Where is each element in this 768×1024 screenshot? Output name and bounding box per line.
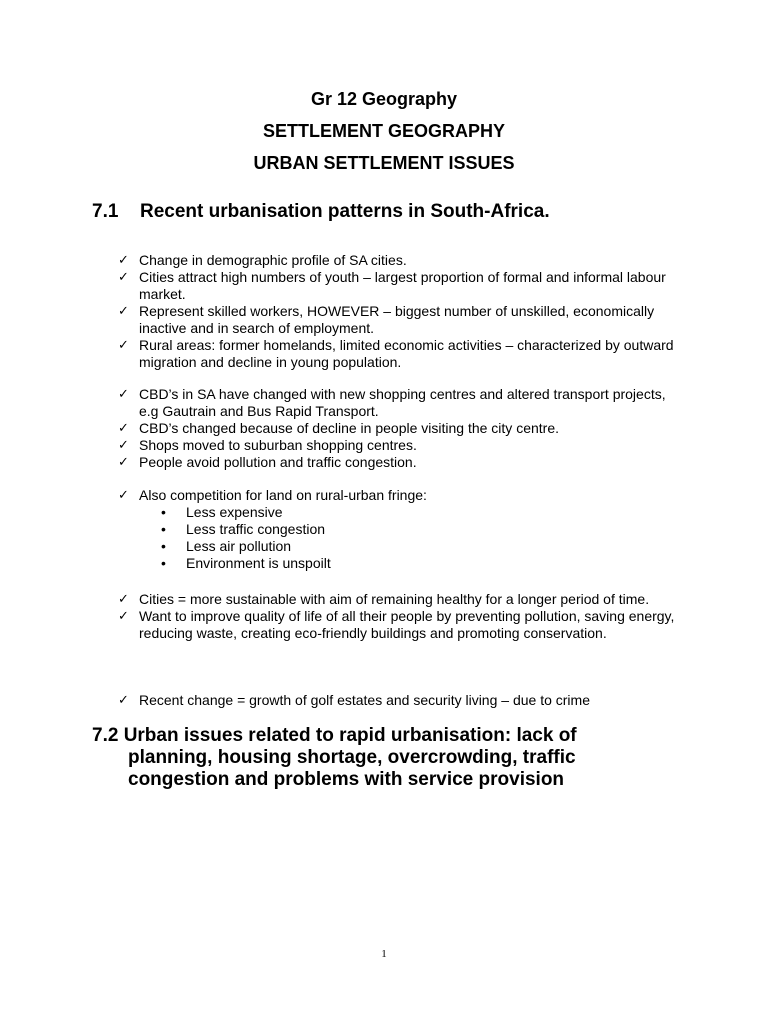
checklist-group-1 [118,252,688,371]
bullet-list [118,504,688,572]
checklist-group-4 [118,591,688,642]
check-item [118,692,688,709]
check-item-text: Represent skilled workers, HOWEVER – biggest number of unskilled, economically inactive and in search of employment. [139,303,655,336]
title-block [0,86,768,182]
bullet-item-text: Environment is unspoilt [186,555,331,571]
check-item-text: Rural areas: former homelands, limited economic activities – characterized by outward migration and decline in young population. [139,337,674,370]
bullet-item-text: Less expensive [186,504,283,520]
section-7-2-heading [92,725,672,791]
checkmark-icon: ✓ [118,488,129,503]
check-item [118,386,688,420]
checkmark-icon: ✓ [118,609,129,624]
bullet-item [118,555,688,572]
document-title: Gr 12 Geography [310,89,458,109]
bullet-item [118,538,688,555]
checkmark-icon: ✓ [118,387,129,402]
bullet-item-text: Less air pollution [186,538,292,554]
bullet-icon: • [161,504,166,520]
section-7-2-heading-line: congestion and problems with service provision [128,769,565,790]
check-item-text: Cities = more sustainable with aim of remaining healthy for a longer period of time. [139,591,650,607]
section-7-2-heading-line: 7.2 Urban issues related to rapid urbanisation: lack of [92,725,577,746]
check-item [118,337,688,371]
check-item-text: Cities attract high numbers of youth – largest proportion of formal and informal labour market. [139,269,666,302]
checkmark-icon: ✓ [118,455,129,470]
check-item [118,608,688,642]
check-item-text: People avoid pollution and traffic congestion. [139,454,417,470]
check-item [118,420,688,437]
checkmark-icon: ✓ [118,693,129,708]
bullet-item [118,504,688,521]
check-item [118,269,688,303]
checkmark-icon: ✓ [118,421,129,436]
section-7-2-heading-line: planning, housing shortage, overcrowding, traffic [128,747,576,768]
bullet-item-text: Less traffic congestion [186,521,326,537]
check-item-text: Change in demographic profile of SA cities. [139,252,407,268]
checklist-group-2 [118,386,688,471]
check-item [118,303,688,337]
document-topic: URBAN SETTLEMENT ISSUES [253,153,515,173]
checkmark-icon: ✓ [118,253,129,268]
section-number: 7.1 [92,201,119,222]
checkmark-icon: ✓ [118,338,129,353]
section-title: Recent urbanisation patterns in South-Africa. [140,201,550,222]
check-item [118,591,688,608]
bullet-item [118,521,688,538]
checkmark-icon: ✓ [118,304,129,319]
check-item-text: Want to improve quality of life of all their people by preventing pollution, saving energy, reducing waste, creating eco-friendly buildings and promoting conservation. [139,608,675,641]
check-item-text: Also competition for land on rural-urban fringe: [139,487,427,503]
check-item [118,487,688,504]
check-item [118,454,688,471]
check-item-text: CBD’s in SA have changed with new shopping centres and altered transport projects, e.g Gautrain and Bus Rapid Transport. [139,386,666,419]
bullet-icon: • [161,521,166,537]
check-item-text: Shops moved to suburban shopping centres. [139,437,417,453]
checklist-group-3 [118,487,688,572]
section-7-1-heading [92,201,550,223]
check-item-text: CBD’s changed because of decline in people visiting the city centre. [139,420,559,436]
bullet-icon: • [161,538,166,554]
check-item-text: Recent change = growth of golf estates and security living – due to crime [139,692,590,708]
checkmark-icon: ✓ [118,270,129,285]
check-item [118,252,688,269]
check-item [118,437,688,454]
checklist-group-5 [118,692,688,709]
page-number: 1 [381,948,387,960]
checkmark-icon: ✓ [118,592,129,607]
document-subtitle: SETTLEMENT GEOGRAPHY [262,121,505,141]
checkmark-icon: ✓ [118,438,129,453]
bullet-icon: • [161,555,166,571]
